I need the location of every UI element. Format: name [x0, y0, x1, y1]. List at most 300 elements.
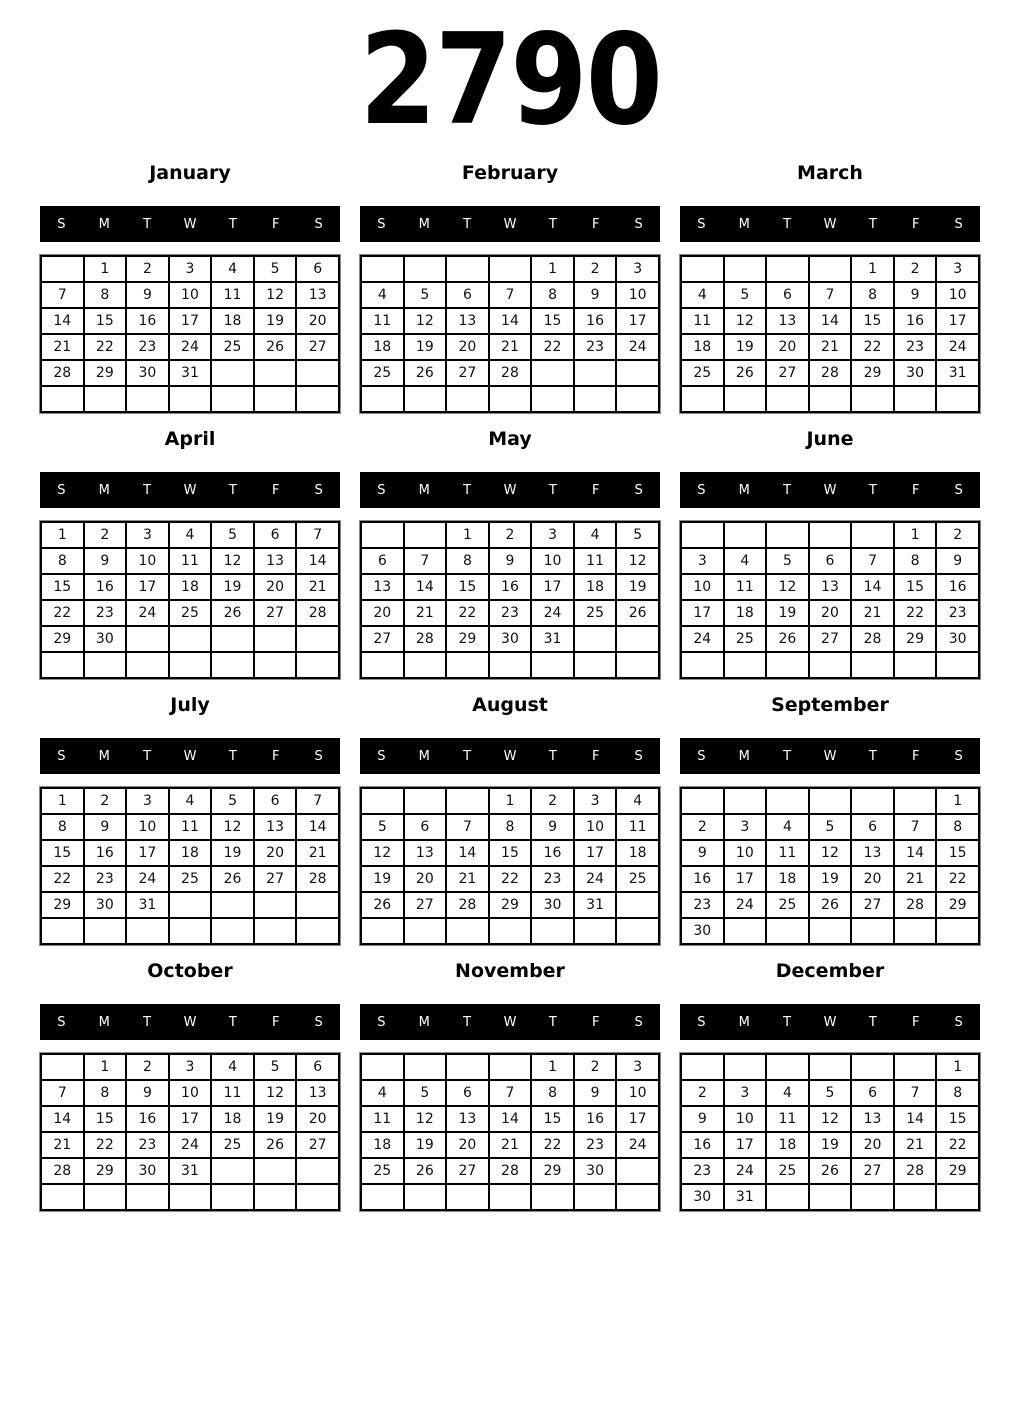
weekday-label: S — [314, 748, 323, 764]
day-cell-empty — [361, 522, 404, 548]
day-cell: 28 — [809, 360, 852, 386]
day-cell: 19 — [254, 308, 297, 334]
month-block — [680, 958, 980, 1211]
day-cell: 21 — [296, 840, 339, 866]
day-cell: 24 — [681, 626, 724, 652]
day-cell-empty — [41, 1184, 84, 1210]
day-cell: 12 — [404, 308, 447, 334]
week-row — [361, 1080, 659, 1106]
weekday-label: W — [823, 748, 837, 764]
day-cell: 2 — [489, 522, 532, 548]
day-cell-empty — [531, 386, 574, 412]
day-cell-empty — [489, 918, 532, 944]
day-cell-empty — [616, 892, 659, 918]
day-cell: 12 — [724, 308, 767, 334]
day-cell-empty — [681, 522, 724, 548]
day-cell-empty — [616, 1184, 659, 1210]
day-cell-empty — [169, 386, 212, 412]
day-cell-empty — [894, 652, 937, 678]
weekday-label: T — [228, 748, 237, 764]
day-cell: 10 — [126, 814, 169, 840]
day-cell-empty — [404, 386, 447, 412]
day-cell: 9 — [681, 1106, 724, 1132]
week-row — [41, 1158, 339, 1184]
day-cell: 18 — [211, 308, 254, 334]
day-cell: 28 — [296, 600, 339, 626]
weekday-label: M — [98, 216, 110, 232]
day-cell: 15 — [531, 1106, 574, 1132]
day-cell: 25 — [681, 360, 724, 386]
day-cell: 8 — [41, 814, 84, 840]
day-cell: 28 — [489, 360, 532, 386]
week-row — [681, 256, 979, 282]
weekday-header-bar — [40, 1004, 340, 1040]
week-row — [681, 308, 979, 334]
day-cell: 3 — [936, 256, 979, 282]
day-cell: 3 — [126, 788, 169, 814]
day-cell: 26 — [361, 892, 404, 918]
day-cell: 17 — [169, 1106, 212, 1132]
weekday-label: T — [228, 482, 237, 498]
day-cell: 26 — [766, 626, 809, 652]
weekday-label: F — [911, 216, 920, 232]
day-cell: 27 — [361, 626, 404, 652]
day-cell: 2 — [574, 1054, 617, 1080]
day-cell-empty — [681, 788, 724, 814]
weekday-label: S — [697, 748, 706, 764]
day-cell: 7 — [41, 1080, 84, 1106]
day-cell: 9 — [84, 548, 127, 574]
year-header — [0, 0, 1020, 160]
day-cell: 16 — [84, 840, 127, 866]
day-cell: 3 — [616, 256, 659, 282]
weekday-label: M — [738, 216, 750, 232]
day-cell: 13 — [446, 1106, 489, 1132]
day-cell: 6 — [361, 548, 404, 574]
day-cell: 27 — [404, 892, 447, 918]
weekday-label: M — [738, 748, 750, 764]
day-cell: 20 — [404, 866, 447, 892]
weekday-label: W — [823, 482, 837, 498]
week-row — [41, 282, 339, 308]
day-cell: 16 — [489, 574, 532, 600]
calendar-grid — [40, 787, 340, 945]
day-cell-empty — [894, 1054, 937, 1080]
day-cell-empty — [84, 918, 127, 944]
day-cell: 21 — [894, 1132, 937, 1158]
day-cell: 17 — [126, 840, 169, 866]
day-cell-empty — [809, 1184, 852, 1210]
day-cell: 27 — [809, 626, 852, 652]
week-row — [681, 788, 979, 814]
day-cell-empty — [724, 522, 767, 548]
week-row — [681, 282, 979, 308]
day-cell-empty — [254, 892, 297, 918]
day-cell: 14 — [41, 308, 84, 334]
day-cell: 18 — [616, 840, 659, 866]
day-cell: 5 — [809, 1080, 852, 1106]
day-cell-empty — [41, 1054, 84, 1080]
day-cell: 24 — [574, 866, 617, 892]
week-row — [41, 1132, 339, 1158]
week-row — [41, 1054, 339, 1080]
day-cell-empty — [126, 652, 169, 678]
day-cell: 8 — [489, 814, 532, 840]
day-cell: 2 — [531, 788, 574, 814]
day-cell-empty — [766, 1054, 809, 1080]
weekday-label: T — [143, 216, 152, 232]
week-row — [41, 334, 339, 360]
month-block — [40, 958, 340, 1211]
day-cell: 7 — [296, 788, 339, 814]
day-cell: 11 — [169, 814, 212, 840]
day-cell-empty — [489, 1054, 532, 1080]
day-cell: 27 — [254, 600, 297, 626]
weekday-label: F — [911, 482, 920, 498]
day-cell: 6 — [766, 282, 809, 308]
month-block — [360, 426, 660, 679]
day-cell-empty — [446, 1054, 489, 1080]
day-cell: 17 — [616, 1106, 659, 1132]
day-cell-empty — [574, 1184, 617, 1210]
day-cell: 13 — [851, 1106, 894, 1132]
month-title: July — [170, 694, 210, 716]
day-cell: 24 — [724, 892, 767, 918]
day-cell: 23 — [489, 600, 532, 626]
day-cell: 30 — [681, 918, 724, 944]
day-cell: 21 — [41, 334, 84, 360]
day-cell: 11 — [169, 548, 212, 574]
day-cell: 25 — [766, 892, 809, 918]
day-cell: 10 — [531, 548, 574, 574]
day-cell: 23 — [681, 1158, 724, 1184]
day-cell-empty — [126, 386, 169, 412]
day-cell: 4 — [361, 282, 404, 308]
week-row — [681, 1106, 979, 1132]
weekday-label: T — [783, 1014, 792, 1030]
day-cell: 16 — [126, 308, 169, 334]
day-cell: 1 — [446, 522, 489, 548]
weekday-label: M — [418, 482, 430, 498]
day-cell: 12 — [766, 574, 809, 600]
day-cell: 6 — [851, 814, 894, 840]
day-cell-empty — [766, 652, 809, 678]
day-cell-empty — [681, 1054, 724, 1080]
day-cell: 19 — [809, 866, 852, 892]
day-cell: 28 — [404, 626, 447, 652]
day-cell: 16 — [681, 1132, 724, 1158]
day-cell: 25 — [574, 600, 617, 626]
day-cell: 8 — [84, 1080, 127, 1106]
day-cell: 11 — [211, 1080, 254, 1106]
day-cell: 1 — [851, 256, 894, 282]
day-cell: 21 — [851, 600, 894, 626]
day-cell-empty — [894, 918, 937, 944]
day-cell-empty — [531, 1184, 574, 1210]
day-cell-empty — [809, 522, 852, 548]
day-cell-empty — [211, 652, 254, 678]
weekday-label: T — [463, 748, 472, 764]
week-row — [41, 840, 339, 866]
weekday-label: S — [954, 1014, 963, 1030]
week-row — [41, 308, 339, 334]
day-cell: 11 — [766, 1106, 809, 1132]
day-cell: 22 — [84, 334, 127, 360]
weekday-label: T — [143, 748, 152, 764]
day-cell-empty — [766, 918, 809, 944]
month-title: March — [797, 162, 863, 184]
day-cell: 8 — [446, 548, 489, 574]
day-cell: 30 — [681, 1184, 724, 1210]
day-cell: 5 — [404, 1080, 447, 1106]
day-cell: 15 — [446, 574, 489, 600]
day-cell: 15 — [894, 574, 937, 600]
day-cell: 5 — [254, 256, 297, 282]
day-cell: 10 — [724, 1106, 767, 1132]
day-cell: 1 — [531, 256, 574, 282]
day-cell: 22 — [489, 866, 532, 892]
day-cell: 9 — [126, 282, 169, 308]
week-row — [361, 1106, 659, 1132]
weekday-label: W — [503, 216, 517, 232]
weekday-label: T — [463, 216, 472, 232]
day-cell: 14 — [894, 840, 937, 866]
day-cell: 21 — [809, 334, 852, 360]
day-cell: 19 — [211, 840, 254, 866]
day-cell: 25 — [211, 1132, 254, 1158]
day-cell-empty — [296, 652, 339, 678]
day-cell: 21 — [894, 866, 937, 892]
day-cell: 3 — [616, 1054, 659, 1080]
week-row — [681, 840, 979, 866]
day-cell-empty — [766, 522, 809, 548]
day-cell-empty — [446, 788, 489, 814]
day-cell: 3 — [531, 522, 574, 548]
day-cell-empty — [361, 918, 404, 944]
day-cell-empty — [446, 256, 489, 282]
day-cell: 4 — [681, 282, 724, 308]
day-cell-empty — [169, 892, 212, 918]
day-cell: 13 — [809, 574, 852, 600]
day-cell-empty — [724, 1054, 767, 1080]
day-cell: 22 — [531, 1132, 574, 1158]
day-cell: 5 — [361, 814, 404, 840]
day-cell: 9 — [894, 282, 937, 308]
day-cell-empty — [404, 788, 447, 814]
day-cell: 22 — [851, 334, 894, 360]
day-cell-empty — [724, 386, 767, 412]
day-cell: 16 — [531, 840, 574, 866]
day-cell: 26 — [211, 866, 254, 892]
day-cell: 17 — [616, 308, 659, 334]
day-cell-empty — [766, 788, 809, 814]
day-cell: 18 — [169, 840, 212, 866]
weekday-label: F — [271, 1014, 280, 1030]
day-cell: 12 — [616, 548, 659, 574]
day-cell: 3 — [724, 814, 767, 840]
week-row — [361, 1132, 659, 1158]
day-cell: 5 — [724, 282, 767, 308]
day-cell: 24 — [531, 600, 574, 626]
day-cell: 17 — [531, 574, 574, 600]
week-row — [681, 1132, 979, 1158]
day-cell-empty — [616, 918, 659, 944]
week-row — [361, 522, 659, 548]
day-cell: 20 — [254, 840, 297, 866]
day-cell: 3 — [169, 256, 212, 282]
day-cell: 3 — [574, 788, 617, 814]
weekday-label: T — [783, 748, 792, 764]
week-row — [361, 840, 659, 866]
day-cell: 8 — [894, 548, 937, 574]
calendar-grid — [360, 521, 660, 679]
day-cell-empty — [574, 918, 617, 944]
day-cell: 10 — [616, 1080, 659, 1106]
day-cell-empty — [126, 918, 169, 944]
day-cell: 17 — [936, 308, 979, 334]
day-cell: 21 — [446, 866, 489, 892]
day-cell: 27 — [851, 892, 894, 918]
day-cell-empty — [616, 626, 659, 652]
day-cell-empty — [531, 360, 574, 386]
day-cell-empty — [254, 918, 297, 944]
day-cell: 20 — [254, 574, 297, 600]
week-row — [681, 814, 979, 840]
day-cell: 7 — [404, 548, 447, 574]
day-cell: 4 — [574, 522, 617, 548]
weekday-label: F — [911, 1014, 920, 1030]
day-cell-empty — [616, 386, 659, 412]
day-cell: 15 — [489, 840, 532, 866]
day-cell: 25 — [361, 1158, 404, 1184]
day-cell-empty — [211, 386, 254, 412]
weekday-label: T — [548, 1014, 557, 1030]
week-row — [41, 814, 339, 840]
weekday-label: S — [57, 748, 66, 764]
day-cell: 1 — [936, 1054, 979, 1080]
week-row — [361, 308, 659, 334]
day-cell-empty — [211, 360, 254, 386]
day-cell-empty — [211, 1184, 254, 1210]
day-cell: 3 — [169, 1054, 212, 1080]
weekday-label: S — [634, 1014, 643, 1030]
week-row — [41, 1080, 339, 1106]
day-cell: 4 — [211, 256, 254, 282]
day-cell-empty — [404, 256, 447, 282]
week-row — [681, 918, 979, 944]
week-row — [41, 652, 339, 678]
day-cell: 17 — [169, 308, 212, 334]
day-cell: 29 — [446, 626, 489, 652]
weekday-label: W — [503, 1014, 517, 1030]
day-cell: 21 — [296, 574, 339, 600]
day-cell: 13 — [361, 574, 404, 600]
day-cell: 8 — [936, 1080, 979, 1106]
day-cell: 20 — [766, 334, 809, 360]
day-cell: 11 — [681, 308, 724, 334]
day-cell-empty — [574, 626, 617, 652]
day-cell-empty — [254, 386, 297, 412]
day-cell: 30 — [531, 892, 574, 918]
weekday-label: S — [697, 1014, 706, 1030]
day-cell: 12 — [809, 840, 852, 866]
day-cell-empty — [531, 652, 574, 678]
day-cell-empty — [126, 1184, 169, 1210]
weekday-label: F — [591, 1014, 600, 1030]
day-cell: 23 — [574, 334, 617, 360]
week-row — [681, 626, 979, 652]
day-cell-empty — [936, 652, 979, 678]
day-cell: 8 — [531, 1080, 574, 1106]
day-cell: 26 — [616, 600, 659, 626]
day-cell: 9 — [574, 1080, 617, 1106]
day-cell-empty — [296, 1184, 339, 1210]
day-cell: 30 — [126, 1158, 169, 1184]
week-row — [681, 334, 979, 360]
calendar-grid — [680, 1053, 980, 1211]
day-cell: 29 — [41, 892, 84, 918]
day-cell-empty — [766, 1184, 809, 1210]
day-cell: 6 — [404, 814, 447, 840]
day-cell: 19 — [254, 1106, 297, 1132]
day-cell: 7 — [296, 522, 339, 548]
day-cell: 9 — [489, 548, 532, 574]
day-cell-empty — [404, 652, 447, 678]
day-cell: 4 — [766, 814, 809, 840]
day-cell: 6 — [254, 788, 297, 814]
day-cell: 18 — [766, 1132, 809, 1158]
day-cell: 20 — [809, 600, 852, 626]
week-row — [681, 360, 979, 386]
day-cell-empty — [681, 256, 724, 282]
day-cell-empty — [936, 918, 979, 944]
week-row — [41, 600, 339, 626]
day-cell-empty — [296, 918, 339, 944]
day-cell-empty — [211, 892, 254, 918]
day-cell-empty — [489, 652, 532, 678]
day-cell: 7 — [894, 814, 937, 840]
day-cell: 16 — [681, 866, 724, 892]
weekday-label: M — [738, 1014, 750, 1030]
day-cell: 19 — [404, 1132, 447, 1158]
day-cell: 3 — [126, 522, 169, 548]
day-cell: 18 — [361, 1132, 404, 1158]
day-cell: 2 — [126, 1054, 169, 1080]
day-cell-empty — [489, 386, 532, 412]
day-cell: 1 — [531, 1054, 574, 1080]
day-cell-empty — [851, 386, 894, 412]
day-cell: 21 — [489, 1132, 532, 1158]
weekday-label: W — [183, 216, 197, 232]
day-cell-empty — [894, 386, 937, 412]
day-cell: 28 — [41, 360, 84, 386]
day-cell-empty — [254, 360, 297, 386]
day-cell-empty — [296, 360, 339, 386]
week-row — [361, 918, 659, 944]
months-grid — [0, 160, 1020, 1224]
week-row — [681, 600, 979, 626]
day-cell: 4 — [211, 1054, 254, 1080]
day-cell: 19 — [616, 574, 659, 600]
day-cell: 31 — [169, 360, 212, 386]
week-row — [41, 1184, 339, 1210]
day-cell: 23 — [531, 866, 574, 892]
weekday-header-bar — [40, 738, 340, 774]
month-block — [680, 160, 980, 413]
day-cell-empty — [254, 626, 297, 652]
day-cell: 5 — [809, 814, 852, 840]
day-cell-empty — [531, 918, 574, 944]
